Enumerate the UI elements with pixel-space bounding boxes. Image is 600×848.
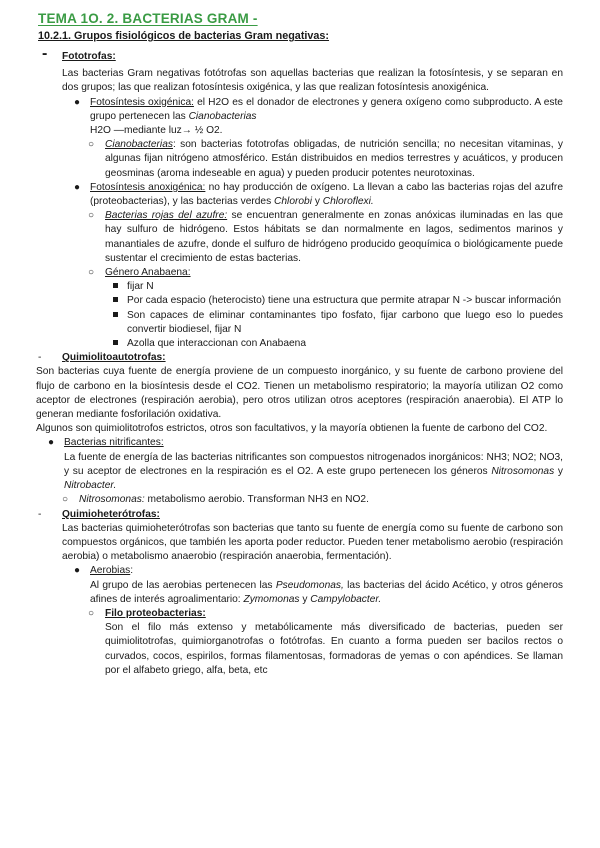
- list-item: [62, 337, 563, 351]
- colon: :: [130, 565, 134, 577]
- section-quimiolitoautotrofas: [36, 351, 563, 365]
- heading-quimiolitoautotrofas: Quimiolitoautotrofas:: [62, 352, 166, 364]
- text-proteobacterias: Son el filo más extenso y metabólicamente más diversificado de bacterias, pueden ser quimiolitotrofas, quimiorganotrofas o fotótrofas. En cuanto a forma pueden ser bacilos rectos o curvados, cocos, espirilos, formas filamentosas, formadoras de yemas o con apéndices. Se llaman por el alfabeto griego, alfa, beta, etc: [105, 622, 563, 676]
- dash-marker: -: [42, 45, 48, 62]
- label-aerobias: Aerobias: [90, 565, 131, 577]
- section-fototrofas: [36, 45, 563, 64]
- text-and: y: [554, 465, 563, 477]
- dash-marker: -: [38, 352, 42, 364]
- heading-quimioheterotrofas: Quimioheterótrofas:: [62, 508, 160, 520]
- text-oxigenica: el H2O es el donador de electrones y genera oxígeno como subproducto. A este grupo pertenecen las: [90, 96, 563, 122]
- italic-chloroflexi: Chloroflexi.: [322, 196, 374, 208]
- label-anabaena: Género Anabaena:: [105, 267, 191, 279]
- italic-chlorobi: Chlorobi: [274, 196, 312, 208]
- section-subtitle: 10.2.1. Grupos fisiológicos de bacterias Gram negativas:: [38, 30, 330, 42]
- text-and: y: [311, 196, 323, 208]
- subbullet-nitrosomonas: [36, 493, 563, 507]
- heading-fototrofas: Fototrofas:: [62, 51, 116, 62]
- bullet-fotosintesis-anoxigenica: [62, 181, 563, 209]
- list-item-text: fijar N: [127, 281, 154, 293]
- square-marker: [113, 297, 118, 302]
- bullet-dot: ●: [48, 437, 55, 449]
- fototrofas-body: [36, 67, 563, 351]
- list-item-text: Azolla que interaccionan con Anabaena: [127, 338, 306, 350]
- label-oxigenica: Fotosíntesis oxigénica:: [90, 96, 194, 108]
- label-nitrosomonas: Nitrosomonas:: [79, 494, 145, 506]
- text-aerobias-1: Al grupo de las aerobias pertenecen las: [90, 579, 276, 591]
- list-item: [62, 309, 563, 337]
- list-item: [62, 280, 563, 294]
- subbullet-bacterias-rojas: [62, 209, 563, 266]
- circle-marker: ○: [62, 494, 69, 506]
- fototrofas-intro: Las bacterias Gram negativas fotótrofas son aquellas bacterias que realizan la fotosíntesis, y se separan en dos grupos; las que realizan fotosíntesis oxigénica, y las que realizan fotosíntesis anoxigénica.: [62, 68, 563, 94]
- square-marker: [113, 283, 118, 288]
- bullet-dot: ●: [74, 96, 81, 108]
- text-nitrosomonas: metabolismo aerobio. Transforman NH3 en NO2.: [144, 494, 369, 506]
- section-quimioheterotrofas: [36, 508, 563, 522]
- circle-marker: ○: [88, 139, 95, 151]
- list-item: [62, 294, 563, 308]
- text-cianobacterias: : son bacterias fototrofas obligadas, de nutrición sencilla; no necesitan vitaminas, y algunas fijan nitrógeno atmosférico. Están distribuidos en medios terrestres y acuáticos, y producen geosminas (aroma indeseable en agua) y pueden producir potentes neurotoxinas.: [105, 139, 563, 179]
- text-and: y: [299, 593, 311, 605]
- label-anoxigenica: Fotosíntesis anoxigénica:: [90, 181, 206, 193]
- italic-campylobacter: Campylobacter.: [310, 593, 382, 605]
- quimiolito-p2: Algunos son quimiolitotrofos estrictos, otros son facultativos, y la mayoría obtienen la fuente de carbono del CO2.: [36, 423, 548, 435]
- text-aerobias-2: las bacterias del ácido Acético, y otros géneros afines de interés agroalimentario:: [90, 579, 563, 605]
- italic-cianobacterias: Cianobacterias: [188, 110, 257, 122]
- quimiolitoautotrofas-body: [36, 365, 563, 507]
- label-nitrificantes: Bacterias nitrificantes:: [64, 437, 164, 449]
- italic-nitrobacter: Nitrobacter.: [64, 480, 117, 492]
- quimiolito-p1: Son bacterias cuya fuente de energía proviene de un compuesto inorgánico, y su fuente de carbono proviene del flujo de carbono en la biosíntesis desde el CO2. Tienen un metabolismo respiratorio; la mayoría utilizan O2 como aceptor de electrones (respiración aerobia), pero otros utilizan otros aceptores (respiración anaerobia). El ATP lo generan mediante fosforilación oxidativa.: [36, 366, 563, 421]
- page-title: TEMA 1O. 2. BACTERIAS GRAM -: [38, 11, 258, 26]
- square-marker: [113, 312, 118, 317]
- square-marker: [113, 340, 118, 345]
- subbullet-filo-proteobacterias: [62, 607, 563, 678]
- text-bacterias-rojas: se encuentran generalmente en zonas anóxicas iluminadas en las que hay sulfuro de hidrógeno. Estos hábitats se dan normalmente en lagos, sedimentos marinos y manantiales de azufre, donde el sulfuro de hidrógeno producido geoquímica o biológicamente puede sustentar el crecimiento de estas bacterias.: [105, 210, 563, 264]
- bullet-fotosintesis-oxigenica: [62, 96, 563, 139]
- label-cianobacterias: Cianobacterias: [105, 139, 173, 151]
- italic-zymomonas: Zymomonas: [243, 593, 300, 605]
- list-item-text: Son capaces de eliminar contaminantes tipo fosfato, fijar carbono que luego eso lo puedes convertir biodiesel, fijar N: [127, 309, 563, 335]
- italic-pseudomonas: Pseudomonas,: [275, 579, 344, 591]
- circle-marker: ○: [88, 607, 95, 619]
- label-proteobacterias: Filo proteobacterias:: [105, 607, 206, 619]
- circle-marker: ○: [88, 210, 95, 222]
- text-nitrificantes: La fuente de energía de las bacterias nitrificantes son compuestos nitrogenados inorgánicos: NH3; NO2; NO3, y su aceptor de electrones en la respiración es el O2. A este grupo pertenecen los géneros: [64, 451, 563, 477]
- italic-nitrosomonas: Nitrosomonas: [491, 465, 555, 477]
- quimiohetero-p1: Las bacterias quimioheterótrofas son bacterias que tanto su fuente de energía como su fuente de carbono son compuestos orgánicos, que también les aporta poder reductor. Pueden tener metabolismo aerobio (respiración aerobia) o metabolismo anaerobio (respiración anaerobia, fermentación).: [62, 522, 563, 563]
- text-anoxigenica: no hay producción de oxígeno. La llevan a cabo las bacterias rojas del azufre (proteobacterias), y las bacterias verdes: [90, 181, 563, 208]
- list-item-text: Por cada espacio (heterocisto) tiene una estructura que permite atrapar N -> buscar información: [127, 295, 562, 307]
- subbullet-anabaena: [62, 266, 563, 280]
- bullet-dot: ●: [74, 181, 81, 193]
- bullet-aerobias: [62, 564, 563, 607]
- bullet-bacterias-nitrificantes: [36, 436, 563, 493]
- bullet-dot: ●: [74, 565, 81, 577]
- subbullet-cianobacterias: [62, 138, 563, 181]
- label-bacterias-rojas: Bacterias rojas del azufre:: [105, 210, 228, 222]
- formula-h2o: H2O ―mediante luz→ ½ O2.: [90, 125, 223, 137]
- circle-marker: ○: [88, 267, 95, 279]
- quimioheterotrofas-body: [36, 522, 563, 678]
- dash-marker: -: [38, 508, 42, 520]
